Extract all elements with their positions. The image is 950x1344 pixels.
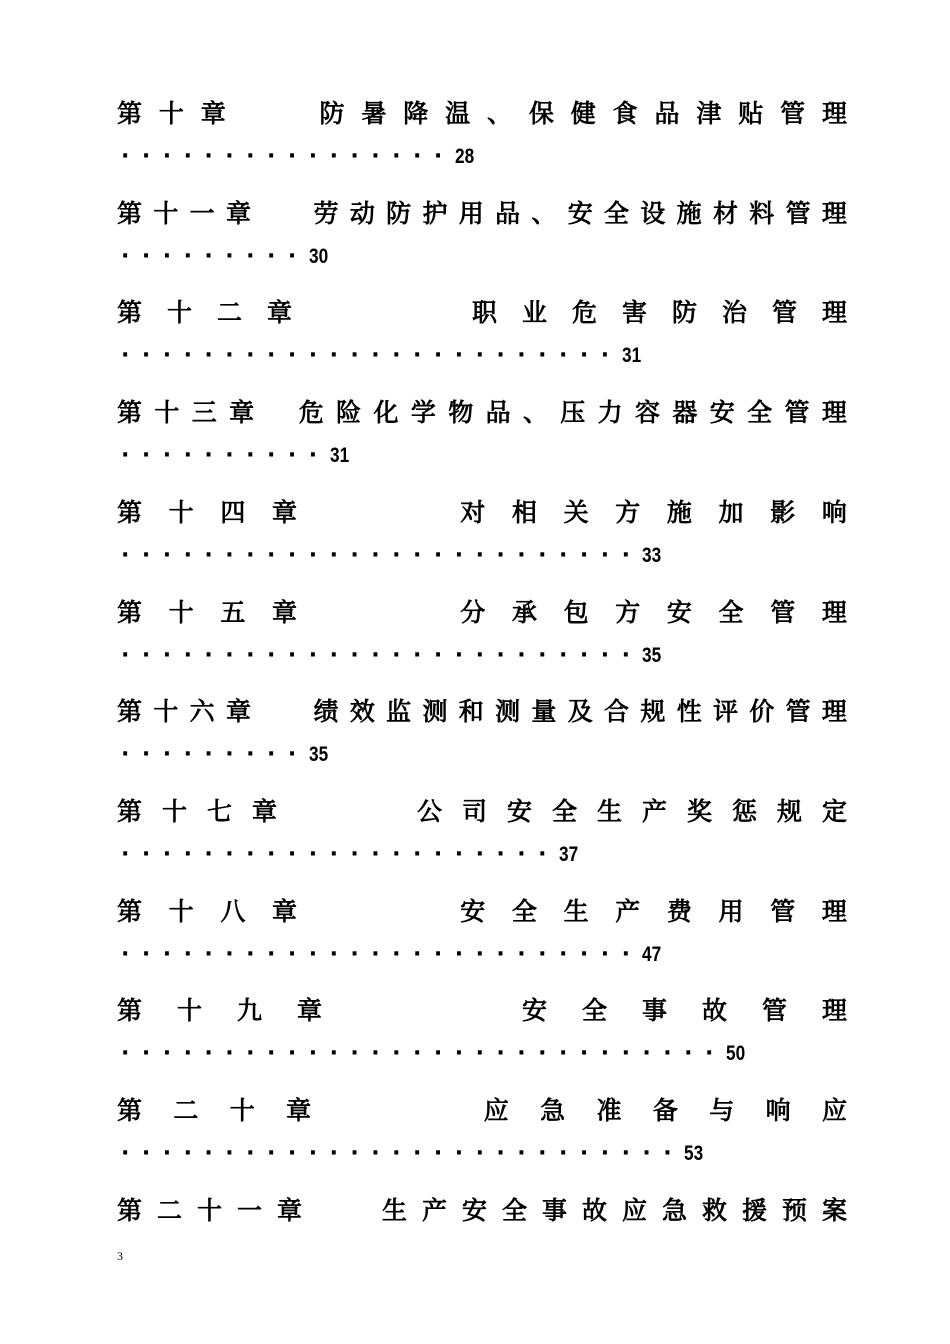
- toc-title-char: 事: [641, 996, 667, 1026]
- toc-title-char: 生: [563, 896, 589, 926]
- toc-chapter-char: 第: [117, 597, 143, 627]
- toc-title-char: 奖: [686, 796, 712, 826]
- toc-entry[interactable]: [117, 892, 847, 992]
- toc-title-char: 防: [671, 298, 697, 328]
- toc-title-char: 动: [349, 198, 375, 228]
- toc-title-char: 压: [560, 398, 586, 428]
- toc-title-char: 全: [604, 198, 630, 228]
- toc-entry[interactable]: [117, 1091, 847, 1191]
- toc-chapter-char: 一: [189, 198, 215, 228]
- toc-title-char: 职: [471, 298, 497, 328]
- toc-title-char: 理: [821, 896, 847, 926]
- toc-page-number: 31: [329, 444, 349, 468]
- toc-title-char: 惩: [731, 796, 757, 826]
- toc-leader-line: [121, 641, 666, 671]
- toc-title-char: 加: [718, 497, 744, 527]
- toc-title-char: 学: [410, 398, 436, 428]
- toc-title-char: 案: [821, 1195, 847, 1225]
- toc-title-char: 器: [672, 398, 698, 428]
- toc-title-char: 效: [349, 697, 375, 727]
- toc-leader-dots: ·····················: [121, 841, 560, 867]
- toc-leader-line: [121, 242, 332, 272]
- toc-chapter-char: 三: [191, 398, 217, 428]
- toc-chapter-char: 章: [271, 497, 297, 527]
- toc-title-char: 安: [709, 398, 735, 428]
- toc-leader-line: [121, 142, 478, 172]
- toc-leader-dots: ·····························: [121, 1041, 726, 1067]
- toc-leader-dots: ·········: [121, 742, 309, 768]
- toc-title-char: 防: [386, 198, 412, 228]
- toc-title-char: 温: [445, 99, 471, 128]
- toc-title-char: 管: [770, 597, 796, 627]
- toc-entry[interactable]: [117, 1191, 847, 1291]
- toc-chapter-char: 章: [225, 198, 251, 228]
- toc-title-char: 理: [821, 697, 847, 727]
- toc-title-char: 理: [821, 996, 847, 1026]
- toc-title-char: 测: [495, 697, 521, 727]
- toc-title-char: 对: [460, 497, 486, 527]
- toc-chapter-char: 一: [237, 1195, 263, 1225]
- toc-title-char: 料: [749, 198, 775, 228]
- toc-title-char: 响: [765, 1096, 791, 1125]
- toc-chapter-char: 四: [220, 497, 246, 527]
- toc-title-char: 管: [785, 198, 811, 228]
- toc-leader-dots: ···························: [121, 1141, 685, 1166]
- toc-title-char: 响: [821, 497, 847, 527]
- toc-title-char: 及: [567, 697, 593, 727]
- toc-title-char: 预: [781, 1195, 807, 1225]
- toc-chapter-char: 章: [286, 1096, 312, 1125]
- toc-page-number: 28: [454, 145, 474, 168]
- toc-title-char: 容: [635, 398, 661, 428]
- toc-title-char: 力: [597, 398, 623, 428]
- toc-title-line: [117, 493, 847, 533]
- toc-title-char: 方: [615, 597, 641, 627]
- toc-chapter-char: 十: [168, 497, 194, 527]
- toc-title-char: 管: [784, 398, 810, 428]
- toc-title-line: [117, 593, 847, 633]
- toc-title-char: 暑: [361, 99, 387, 128]
- toc-leader-dots: ················: [121, 144, 455, 169]
- toc-title-char: 绩: [313, 697, 339, 727]
- toc-chapter-char: 章: [277, 1195, 303, 1225]
- toc-title-char: 化: [373, 398, 399, 428]
- toc-entry[interactable]: [117, 593, 847, 693]
- toc-chapter-char: 第: [117, 1096, 143, 1125]
- toc-chapter-char: 十: [229, 1096, 255, 1125]
- toc-leader-line: [121, 740, 332, 770]
- toc-title-char: 性: [676, 697, 702, 727]
- toc-title-line: [117, 293, 847, 333]
- toc-title-char: 理: [821, 198, 847, 228]
- toc-chapter-char: 十: [168, 597, 194, 627]
- toc-title-char: 品: [654, 99, 680, 128]
- toc-leader-line: [121, 940, 666, 970]
- toc-title-char: 全: [581, 996, 607, 1026]
- toc-title-char: 物: [448, 398, 474, 428]
- toc-title-char: 援: [741, 1195, 767, 1225]
- toc-title-char: 相: [511, 497, 537, 527]
- toc-chapter-char: 十: [153, 198, 179, 228]
- toc-chapter-char: 二: [157, 1195, 183, 1225]
- toc-title-char: 管: [785, 697, 811, 727]
- toc-leader-dots: ·························: [121, 642, 643, 668]
- toc-chapter-char: 第: [117, 796, 143, 826]
- toc-title-char: 全: [511, 896, 537, 926]
- toc-title-line: [117, 792, 847, 832]
- toc-title-char: 材: [712, 198, 738, 228]
- toc-title-char: 产: [641, 796, 667, 826]
- toc-title-char: 安: [666, 597, 692, 627]
- toc-title-char: 危: [298, 398, 324, 428]
- toc-entry[interactable]: [117, 293, 847, 393]
- toc-page-number: 37: [559, 842, 579, 866]
- toc-chapter-char: 章: [271, 896, 297, 926]
- toc-title-char: 食: [612, 99, 638, 128]
- toc-page-number: 35: [308, 743, 328, 767]
- toc-chapter-char: 十: [153, 697, 179, 727]
- toc-entry[interactable]: [117, 493, 847, 593]
- toc-title-char: 险: [336, 398, 362, 428]
- toc-chapter-char: 十: [154, 398, 180, 428]
- toc-chapter-char: 章: [229, 398, 255, 428]
- toc-page-number: 50: [725, 1042, 746, 1066]
- toc-chapter-char: 十: [167, 298, 193, 328]
- toc-entry[interactable]: [117, 692, 847, 792]
- toc-page-number: 30: [308, 244, 328, 268]
- toc-title-char: 理: [821, 99, 847, 128]
- toc-title-char: 理: [821, 298, 847, 328]
- toc-title-char: 、: [531, 198, 557, 228]
- toc-title-line: [117, 692, 847, 732]
- toc-title-char: 危: [571, 298, 597, 328]
- toc-title-char: 全: [501, 1195, 527, 1225]
- toc-title-char: 降: [403, 99, 429, 128]
- toc-leader-dots: ·························: [121, 941, 643, 967]
- toc-title-char: 量: [531, 697, 557, 727]
- toc-page-number: 33: [642, 543, 662, 567]
- toc-chapter-char: 第: [117, 1195, 143, 1225]
- toc-chapter-char: 二: [173, 1096, 199, 1125]
- toc-title-char: 、: [522, 398, 548, 428]
- toc-title-line: [117, 1091, 847, 1131]
- toc-title-char: 应: [821, 1096, 847, 1125]
- toc-entry[interactable]: [117, 393, 847, 493]
- toc-title-line: [117, 194, 847, 234]
- toc-title-char: 司: [461, 796, 487, 826]
- toc-chapter-char: 八: [220, 896, 246, 926]
- toc-chapter-char: 章: [200, 99, 226, 128]
- toc-chapter-char: 十: [158, 99, 184, 128]
- toc-leader-line: [121, 441, 353, 471]
- toc-chapter-char: 二: [217, 298, 243, 328]
- toc-leader-dots: ·········: [121, 243, 309, 269]
- toc-entry[interactable]: [117, 194, 847, 294]
- toc-chapter-char: 第: [117, 896, 143, 926]
- toc-chapter-char: 五: [220, 597, 246, 627]
- toc-chapter-char: 章: [271, 597, 297, 627]
- toc-title-line: [117, 892, 847, 932]
- toc-title-char: 品: [485, 398, 511, 428]
- toc-chapter-char: 第: [117, 198, 143, 228]
- toc-chapter-char: 第: [117, 697, 143, 727]
- toc-title-char: 生: [596, 796, 622, 826]
- toc-title-char: 治: [721, 298, 747, 328]
- toc-title-char: 测: [422, 697, 448, 727]
- toc-title-char: 包: [563, 597, 589, 627]
- toc-title-char: 急: [540, 1096, 566, 1125]
- toc-entry[interactable]: [117, 792, 847, 892]
- toc-title-char: 管: [761, 996, 787, 1026]
- toc-title-char: 施: [676, 198, 702, 228]
- toc-title-char: 品: [495, 198, 521, 228]
- toc-title-char: 设: [640, 198, 666, 228]
- toc-title-char: 费: [666, 896, 692, 926]
- toc-chapter-char: 章: [267, 298, 293, 328]
- toc-page-number: 35: [642, 643, 662, 667]
- toc-title-char: 故: [701, 996, 727, 1026]
- toc-chapter-char: 第: [117, 99, 143, 128]
- toc-chapter-char: 第: [117, 996, 143, 1026]
- toc-title-line: [117, 94, 847, 134]
- toc-title-char: 救: [701, 1195, 727, 1225]
- toc-title-char: 评: [712, 697, 738, 727]
- toc-title-char: 方: [615, 497, 641, 527]
- toc-title-char: 和: [458, 697, 484, 727]
- toc-title-char: 安: [506, 796, 532, 826]
- toc-title-char: 分: [460, 597, 486, 627]
- toc-title-line: [117, 1191, 847, 1231]
- toc-title-char: 故: [581, 1195, 607, 1225]
- toc-title-char: 规: [776, 796, 802, 826]
- toc-entry[interactable]: [117, 94, 847, 194]
- toc-title-char: 全: [747, 398, 773, 428]
- toc-title-char: 理: [821, 398, 847, 428]
- toc-title-char: 护: [422, 198, 448, 228]
- toc-title-char: 全: [718, 597, 744, 627]
- toc-title-char: 管: [780, 99, 806, 128]
- toc-title-char: 用: [458, 198, 484, 228]
- toc-title-char: 应: [621, 1195, 647, 1225]
- toc-leader-dots: ·························: [121, 542, 643, 568]
- toc-title-char: 业: [521, 298, 547, 328]
- toc-title-char: 公: [416, 796, 442, 826]
- toc-title-char: 承: [511, 597, 537, 627]
- toc-leader-line: [121, 341, 645, 371]
- toc-title-char: 影: [770, 497, 796, 527]
- toc-title-char: 安: [521, 996, 547, 1026]
- toc-entry[interactable]: [117, 991, 847, 1091]
- toc-chapter-char: 章: [252, 796, 278, 826]
- toc-leader-line: [121, 840, 582, 870]
- toc-title-char: 事: [541, 1195, 567, 1225]
- toc-chapter-char: 七: [207, 796, 233, 826]
- toc-title-char: 安: [567, 198, 593, 228]
- toc-title-line: [117, 991, 847, 1031]
- toc-title-char: 防: [319, 99, 345, 128]
- toc-title-char: 应: [483, 1096, 509, 1125]
- toc-chapter-char: 十: [162, 796, 188, 826]
- toc-page-number: 47: [642, 942, 662, 966]
- toc-title-char: 急: [661, 1195, 687, 1225]
- toc-title-char: 合: [604, 697, 630, 727]
- toc-leader-line: [121, 541, 666, 571]
- toc-leader-dots: ························: [121, 343, 622, 369]
- toc-title-char: 贴: [738, 99, 764, 128]
- toc-title-char: 关: [563, 497, 589, 527]
- toc-title-char: 管: [770, 896, 796, 926]
- toc-chapter-char: 第: [117, 298, 143, 328]
- toc-title-char: 害: [621, 298, 647, 328]
- toc-title-char: 定: [821, 796, 847, 826]
- toc-title-char: 用: [718, 896, 744, 926]
- toc-title-char: 理: [821, 597, 847, 627]
- toc-page-number: 31: [621, 344, 641, 368]
- toc-title-char: 产: [421, 1195, 447, 1225]
- toc-title-char: 备: [652, 1096, 678, 1125]
- toc-title-char: 全: [551, 796, 577, 826]
- toc-title-char: 产: [615, 896, 641, 926]
- toc-title-char: 、: [486, 99, 512, 128]
- toc-chapter-char: 第: [117, 497, 143, 527]
- toc-title-char: 监: [386, 697, 412, 727]
- toc-title-char: 施: [666, 497, 692, 527]
- toc-title-char: 健: [570, 99, 596, 128]
- toc-title-char: 保: [528, 99, 554, 128]
- toc-title-char: 津: [696, 99, 722, 128]
- toc-chapter-char: 章: [297, 996, 323, 1026]
- toc-chapter-char: 第: [117, 398, 143, 428]
- toc-title-char: 与: [709, 1096, 735, 1125]
- toc-title-char: 管: [771, 298, 797, 328]
- toc-leader-line: [121, 1039, 749, 1069]
- toc-title-char: 生: [381, 1195, 407, 1225]
- toc-chapter-char: 章: [225, 697, 251, 727]
- toc-title-char: 劳: [313, 198, 339, 228]
- toc-leader-dots: ··········: [121, 443, 330, 469]
- toc-chapter-char: 六: [189, 697, 215, 727]
- toc-page-number: 53: [684, 1142, 704, 1165]
- toc-chapter-char: 十: [177, 996, 203, 1026]
- toc-title-char: 安: [460, 896, 486, 926]
- toc-leader-line: [121, 1139, 708, 1169]
- toc-title-char: 规: [640, 697, 666, 727]
- toc-title-line: [117, 393, 847, 433]
- toc-chapter-char: 十: [168, 896, 194, 926]
- toc-chapter-char: 十: [197, 1195, 223, 1225]
- footer-page-number: 3: [117, 1249, 123, 1263]
- toc-chapter-char: 九: [237, 996, 263, 1026]
- toc-title-char: 价: [749, 697, 775, 727]
- toc-title-char: 安: [461, 1195, 487, 1225]
- toc-title-char: 准: [596, 1096, 622, 1125]
